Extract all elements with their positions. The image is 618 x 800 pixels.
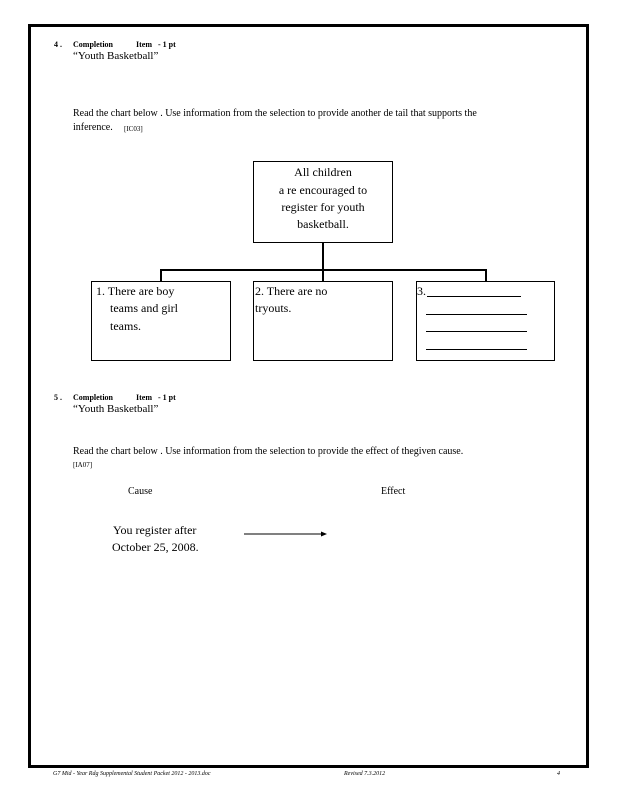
footer-revised: Revised 7.3.2012 [344,771,386,777]
footer-document-name: G7 Mid - Year Rdg Supplemental Student Packet 2012 - 2013.doc [53,771,211,777]
q4-instructions-line2: inference. [73,122,113,133]
q4-number: 4 . [54,40,62,49]
detail-box-2 [253,281,393,361]
detail-1-line-3: teams. [110,319,141,333]
q4-instructions-line1: Read the chart below . Use information from the selection to provide another de tail that supports the [73,108,477,119]
q4-selection: “Youth Basketball” [73,50,159,62]
detail-1-line-2: teams and girl [110,301,178,315]
inference-line-1: All children [294,165,352,179]
q5-code: [IA07] [73,461,93,469]
cause-effect-arrow [243,529,329,539]
q5-item: Item [136,393,152,402]
connector-vertical [322,243,324,270]
q5-points: - 1 pt [158,393,176,402]
detail-3-label: 3. [417,284,426,298]
detail-1-line-1: 1. There are boy [96,284,175,298]
detail-2-line-1: 2. There are no [255,284,328,298]
answer-line-2[interactable] [426,314,527,315]
answer-line-3[interactable] [426,331,527,332]
detail-box-1 [91,281,231,361]
cause-line-1: You register after [113,523,197,537]
detail-2-line-2: tryouts. [255,301,292,315]
effect-label: Effect [381,486,406,497]
inference-line-2: a re encouraged to [278,183,368,197]
q5-number: 5 . [54,393,62,402]
cause-line-2: October 25, 2008. [112,540,199,554]
inference-line-3: register for youth [281,200,365,214]
inference-line-4: basketball. [297,217,349,231]
q4-item: Item [136,40,152,49]
q4-points: - 1 pt [158,40,176,49]
q5-instructions-line1: Read the chart below . Use information from the selection to provide the effect of thegiven cause. [73,446,464,457]
inference-box [253,161,393,243]
footer-page-number: 4 [557,771,560,777]
detail-box-3 [416,281,555,361]
q4-type: Completion [73,40,113,49]
cause-label: Cause [128,486,153,497]
answer-line-1[interactable] [427,296,521,297]
q5-selection: “Youth Basketball” [73,403,159,415]
answer-line-4[interactable] [426,349,527,350]
q4-code: [IC03] [124,125,143,133]
q5-type: Completion [73,393,113,402]
